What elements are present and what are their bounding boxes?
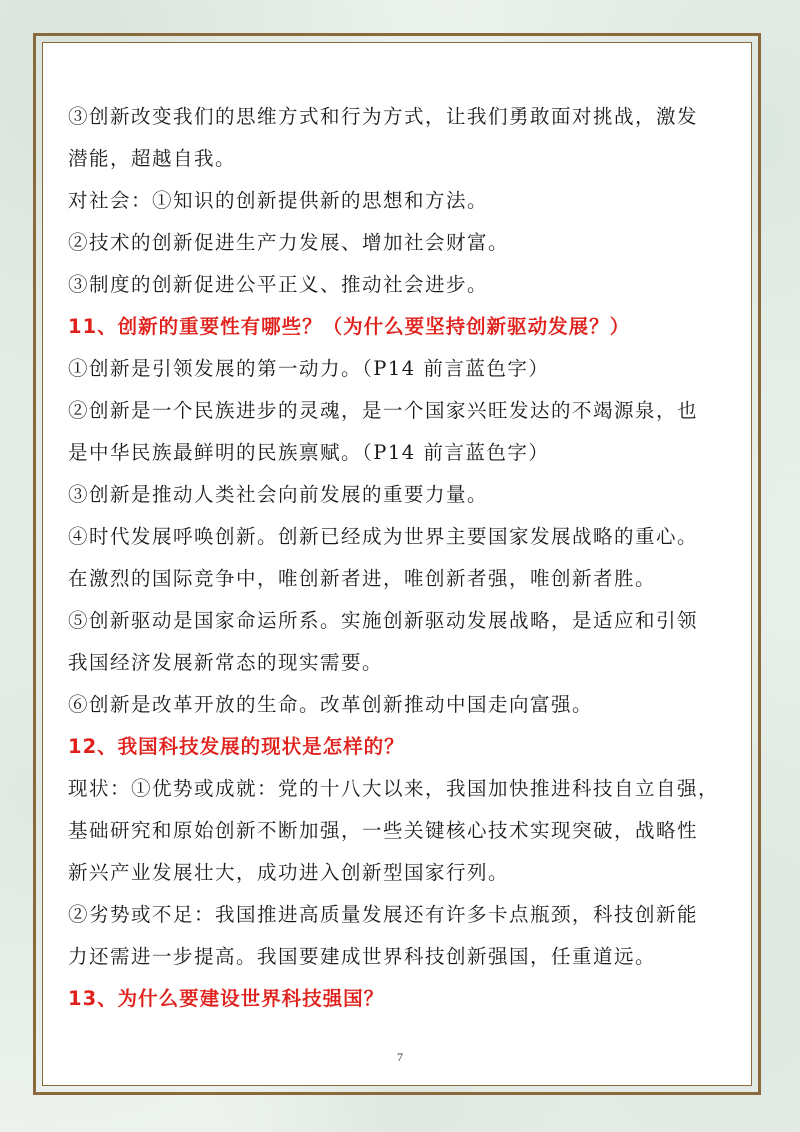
text-line-9: 是中华民族最鲜明的民族禀赋。（P14 前言蓝色字） bbox=[68, 441, 550, 464]
text-line-15: ⑥创新是改革开放的生命。改革创新推动中国走向富强。 bbox=[68, 693, 594, 716]
question-heading-12: 12、我国科技发展的现状是怎样的？ bbox=[68, 735, 405, 758]
text-line-11: ④时代发展呼唤创新。创新已经成为世界主要国家发展战略的重心。 bbox=[68, 525, 699, 548]
text-line-7: ①创新是引领发展的第一动力。（P14 前言蓝色字） bbox=[68, 357, 550, 380]
text-line-4: ②技术的创新促进生产力发展、增加社会财富。 bbox=[68, 231, 510, 254]
text-line-13: ⑤创新驱动是国家命运所系。实施创新驱动发展战略，是适应和引领 bbox=[68, 609, 699, 632]
question-heading-11: 11、创新的重要性有哪些？（为什么要坚持创新驱动发展？） bbox=[68, 315, 631, 338]
text-line-1: ③创新改变我们的思维方式和行为方式，让我们勇敢面对挑战，激发 bbox=[68, 105, 699, 128]
text-line-19: 新兴产业发展壮大，成功进入创新型国家行列。 bbox=[68, 861, 510, 884]
text-line-8: ②创新是一个民族进步的灵魂，是一个国家兴旺发达的不竭源泉，也 bbox=[68, 399, 699, 422]
text-line-21: 力还需进一步提高。我国要建成世界科技创新强国，任重道远。 bbox=[68, 945, 657, 968]
text-line-2: 潜能，超越自我。 bbox=[68, 147, 237, 170]
text-line-17: 现状：①优势或成就：党的十八大以来，我国加快推进科技自立自强， bbox=[68, 777, 720, 800]
text-line-18: 基础研究和原始创新不断加强，一些关键核心技术实现突破，战略性 bbox=[68, 819, 699, 842]
text-line-3: 对社会：①知识的创新提供新的思想和方法。 bbox=[68, 189, 489, 212]
document-body bbox=[68, 96, 732, 1020]
text-line-14: 我国经济发展新常态的现实需要。 bbox=[68, 651, 384, 674]
text-line-12: 在激烈的国际竞争中，唯创新者进，唯创新者强，唯创新者胜。 bbox=[68, 567, 657, 590]
text-line-20: ②劣势或不足：我国推进高质量发展还有许多卡点瓶颈，科技创新能 bbox=[68, 903, 699, 926]
text-line-10: ③创新是推动人类社会向前发展的重要力量。 bbox=[68, 483, 489, 506]
page-number: 7 bbox=[397, 1050, 403, 1064]
text-line-5: ③制度的创新促进公平正义、推动社会进步。 bbox=[68, 273, 489, 296]
question-heading-13: 13、为什么要建设世界科技强国？ bbox=[68, 987, 385, 1010]
